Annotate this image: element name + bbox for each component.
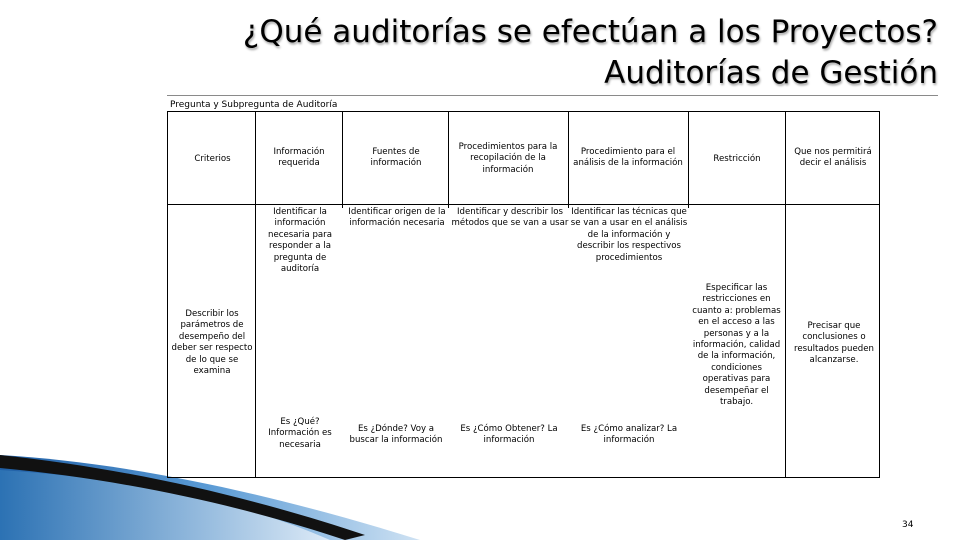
restriction-description: Especificar las restricciones en cuanto a: problemas en el acceso a las personas y a la información, calidad de la información, condiciones operativas para desempeñar el trabajo. <box>692 283 781 408</box>
title-divider <box>167 95 938 96</box>
header-procedimientos-recopilacion: Procedimientos para la recopilación de la información <box>458 142 558 175</box>
row-divider <box>167 204 880 205</box>
conclusion-description: Precisar que conclusiones o resultados pueden alcanzarse. <box>794 321 874 366</box>
page-number: 34 <box>902 520 914 530</box>
collection-description: Identificar y describir los métodos que se van a usar <box>451 207 569 229</box>
header-restriccion: Restricción <box>713 154 761 164</box>
header-informacion-requerida: Información requerida <box>273 147 325 169</box>
criteria-description: Describir los parámetros de desempeño del deber ser respecto de lo que se examina <box>171 309 253 377</box>
sources-description: Identificar origen de la información necesaria <box>348 207 446 229</box>
column-divider <box>448 111 449 208</box>
info-description: Identificar la información necesaria para responder a la pregunta de auditoría <box>268 207 332 275</box>
header-conclusion: Que nos permitirá decir el análisis <box>794 147 872 169</box>
collection-question: Es ¿Cómo Obtener? La información <box>460 424 558 446</box>
header-procedimiento-analisis: Procedimiento para el análisis de la información <box>573 147 683 169</box>
info-question: Es ¿Qué? Información es necesaria <box>268 417 332 450</box>
table-caption: Pregunta y Subpregunta de Auditoría <box>170 100 338 110</box>
column-divider <box>688 111 689 208</box>
slide-title-line1: ¿Qué auditorías se efectúan a los Proyectos? <box>242 14 938 50</box>
column-divider <box>785 111 786 478</box>
slide-title-line2: Auditorías de Gestión <box>604 55 938 91</box>
column-divider <box>568 111 569 208</box>
header-fuentes: Fuentes de información <box>370 147 422 169</box>
analysis-description: Identificar las técnicas que se van a usar en el análisis de la información y describir los respectivos procedimientos <box>570 207 688 263</box>
column-divider <box>342 111 343 208</box>
column-divider <box>255 111 256 478</box>
header-criterios: Criterios <box>194 154 231 164</box>
sources-question: Es ¿Dónde? Voy a buscar la información <box>349 424 443 446</box>
analysis-question: Es ¿Cómo analizar? La información <box>580 424 678 446</box>
